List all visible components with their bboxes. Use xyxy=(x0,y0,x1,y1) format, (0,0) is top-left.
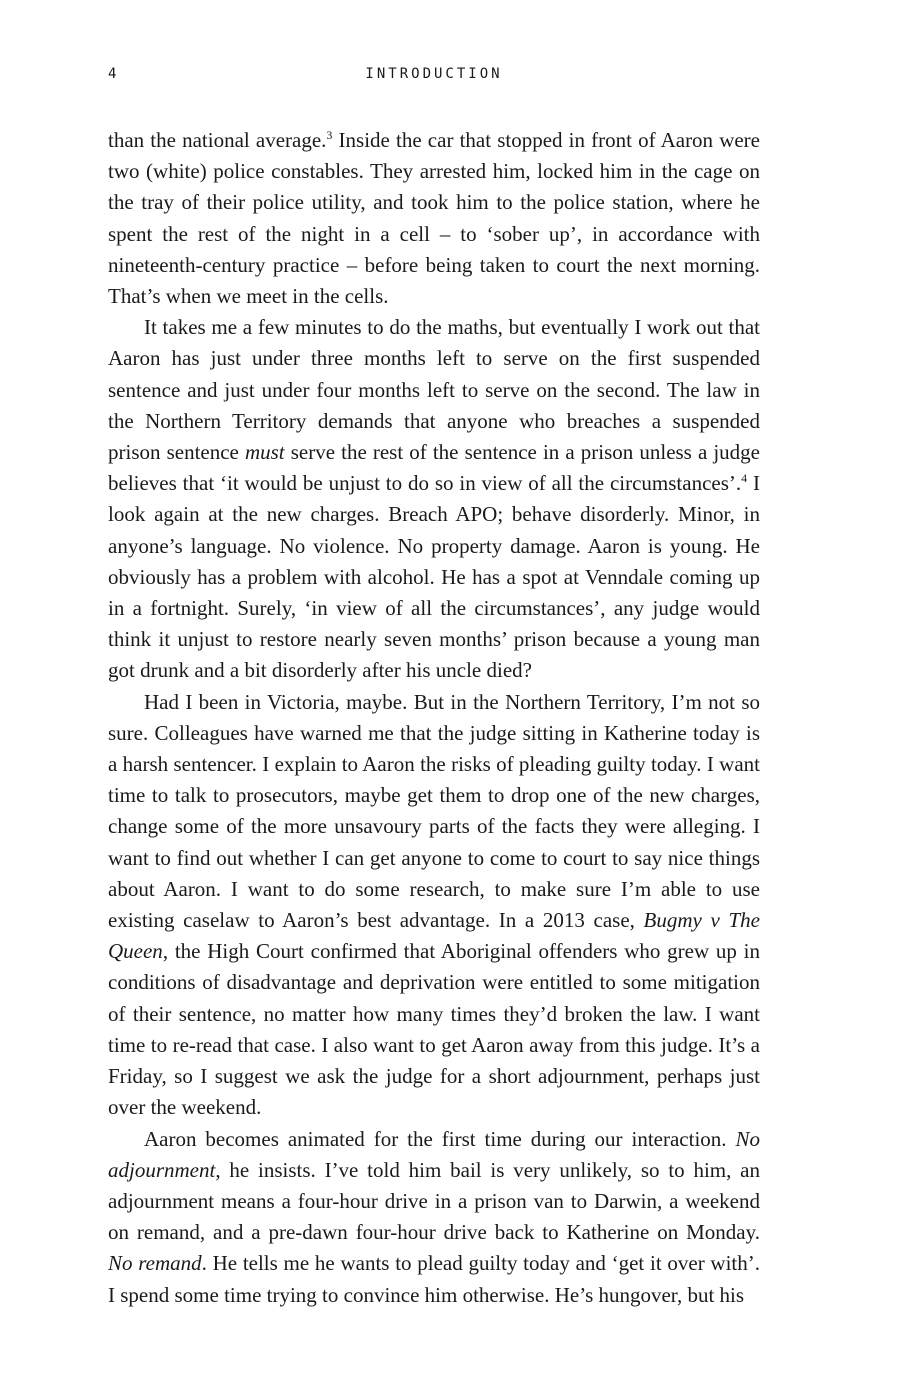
paragraph xyxy=(108,687,760,1124)
page-number: 4 xyxy=(108,66,117,82)
italic-text: No adjournment xyxy=(108,1126,760,1182)
chapter-title: INTRODUCTION xyxy=(365,66,503,82)
body-text xyxy=(108,125,760,1311)
text-run: , he insists. I’ve told him bail is very unlikely, so to him, an adjournment means a four-hour drive in a prison van to Darwin, a weekend on remand, and a pre-dawn four-hour drive back to Katherine on Monday. xyxy=(108,1157,760,1245)
text-run: Aaron becomes animated for the first time during our interaction. xyxy=(144,1126,736,1151)
text-run: Had I been in Victoria, maybe. But in the Northern Territory, I’m not so sure. Colleagues have warned me that the judge sitting in Katherine today is a harsh sentencer. I explain to Aaron the risks of pleading guilty today. I want time to talk to prosecutors, maybe get them to drop one of the new charges, change some of the more unsavoury parts of the facts they were alleging. I want to find out whether I can get anyone to come to court to say nice things about Aaron. I want to do some research, to make sure I’m able to use existing caselaw to Aaron’s best advantage. In a 2013 case, xyxy=(108,689,760,933)
paragraph xyxy=(108,312,760,686)
footnote-ref: 4 xyxy=(741,471,748,486)
text-run: Inside the car that stopped in front of Aaron were two (white) police constables. They arrested him, locked him in the cage on the tray of their police utility, and took him to the police station, where he spent the rest of the night in a cell – to ‘sober up’, in accordance with nineteenth-century practice – before being taken to court the next morning. That’s when we meet in the cells. xyxy=(108,128,760,309)
text-run: . He tells me he wants to plead guilty today and ‘get it over with’. I spend some time trying to convince him otherwise. He’s hungover, but his xyxy=(108,1251,761,1307)
footnote-ref: 3 xyxy=(326,128,333,142)
text-run: It takes me a few minutes to do the maths, but eventually I work out that Aaron has just under three months left to serve on the first suspended sentence and just under four months left to serve on the second. The law in the Northern Territory demands that anyone who breaches a suspended prison sentence xyxy=(108,315,760,465)
italic-text: must xyxy=(244,440,285,465)
text-run: serve the rest of the sentence in a prison unless a judge believes that ‘it would be unjust to do so in view of all the circumstances’. xyxy=(108,440,761,496)
italic-text: No remand xyxy=(108,1251,202,1276)
italic-text: Bugmy v The Queen xyxy=(108,908,760,964)
text-run: than the national average. xyxy=(108,128,327,152)
paragraph xyxy=(108,125,760,312)
text-run: , the High Court confirmed that Aboriginal offenders who grew up in conditions of disadvantage and deprivation were entitled to some mitigation of their sentence, no matter how many times they’d broken the law. I want time to re-read that case. I also want to get Aaron away from this judge. It’s a Friday, so I suggest we ask the judge for a short adjournment, perhaps just over the weekend. xyxy=(108,939,760,1120)
running-head xyxy=(108,66,760,90)
text-run: I look again at the new charges. Breach APO; behave disorderly. Minor, in anyone’s language. No violence. No property damage. Aaron is young. He obviously has a problem with alcohol. He has a spot at Venndale coming up in a fortnight. Surely, ‘in view of all the circumstances’, any judge would think it unjust to restore nearly seven months’ prison because a young man got drunk and a bit disorderly after his uncle died? xyxy=(108,471,760,683)
paragraph xyxy=(108,1124,760,1311)
